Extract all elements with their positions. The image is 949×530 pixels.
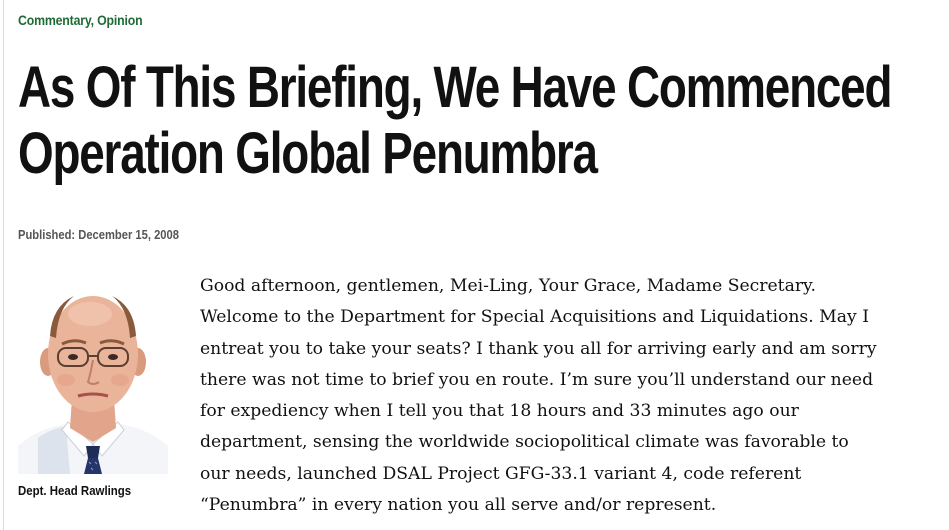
photo-caption: Dept. Head Rawlings	[18, 483, 132, 498]
body-line: “Penumbra” in every nation you all serve and/or represent.	[200, 495, 717, 516]
body-line: entreat you to take your seats? I thank you all for arriving early and am sorry	[200, 338, 877, 359]
published-date: Published: December 15, 2008	[18, 227, 179, 242]
body-line: department, sensing the worldwide sociopolitical climate was favorable to	[200, 432, 849, 453]
author-photo	[18, 278, 168, 474]
body-line: Welcome to the Department for Special Acquisitions and Liquidations. May I	[200, 307, 869, 328]
article-headline	[18, 55, 892, 187]
body-line: for expediency when I tell you that 18 hours and 33 minutes ago our	[200, 401, 799, 422]
article-body	[200, 271, 940, 521]
left-divider	[3, 0, 4, 530]
body-line: Good afternoon, gentlemen, Mei-Ling, Your Grace, Madame Secretary.	[200, 276, 816, 296]
body-line: there was not time to brief you en route. I’m sure you’ll understand our need	[200, 369, 874, 390]
body-line: our needs, launched DSAL Project GFG-33.1 variant 4, code referent	[200, 463, 802, 484]
headline-line: As Of This Briefing, We Have Commenced	[18, 55, 892, 120]
headline-line: Operation Global Penumbra	[18, 121, 597, 186]
category-link[interactable]: Commentary, Opinion	[18, 12, 143, 28]
